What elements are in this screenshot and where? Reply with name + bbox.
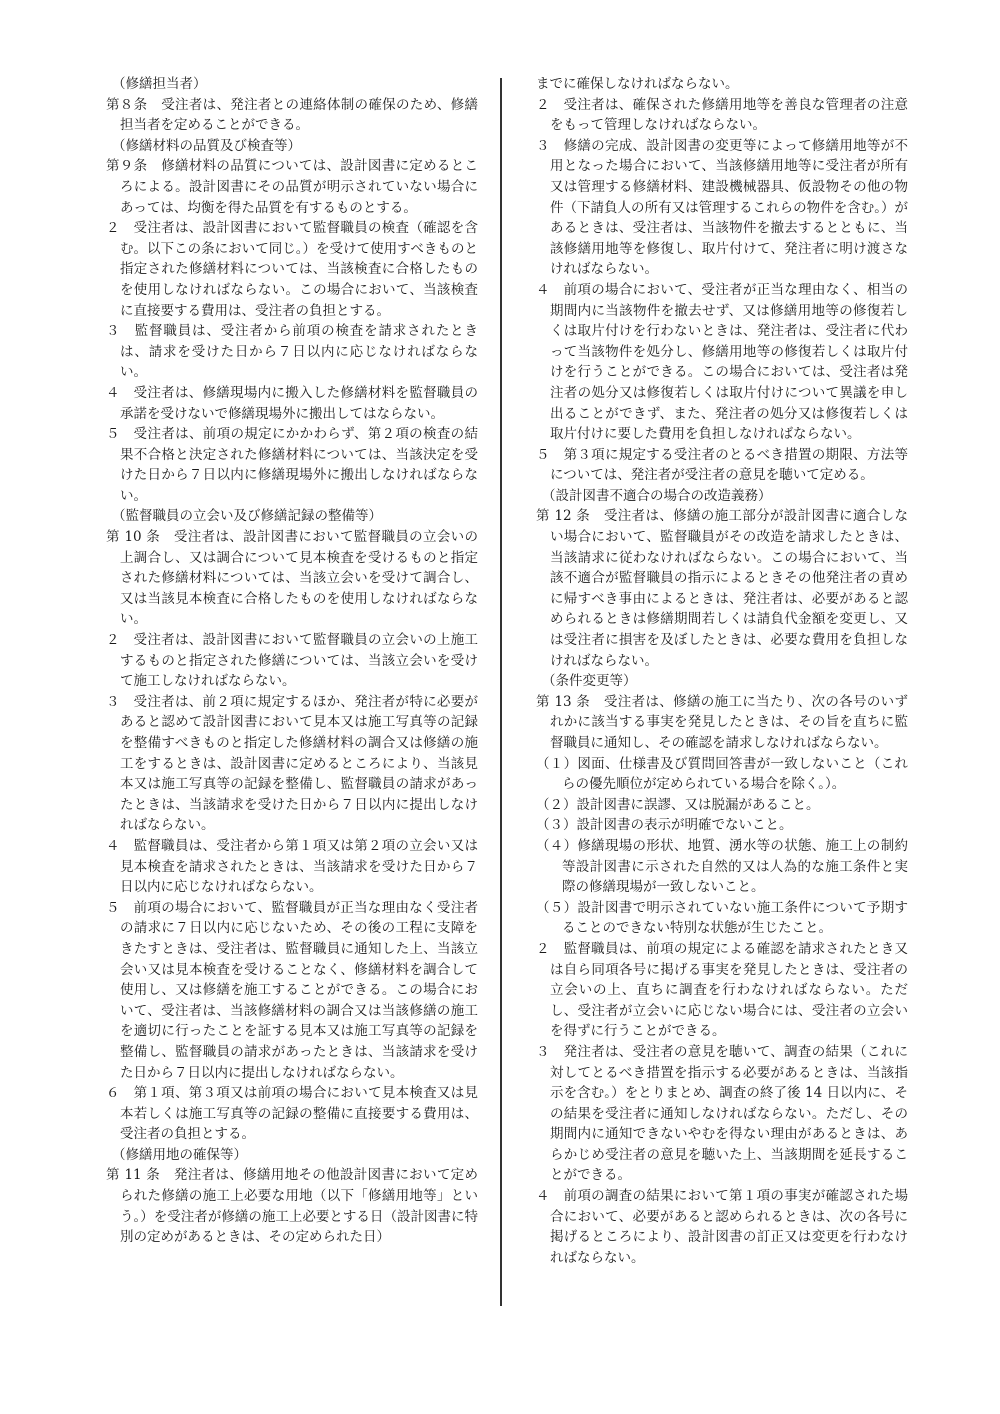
section-heading: （条件変更等） <box>542 673 637 690</box>
clause-paragraph: ２ 受注者は、確保された修繕用地等を善良な管理者の注意をもって管理しなければならない。 <box>536 96 908 134</box>
sub-item-paragraph: （２）設計図書に誤謬、又は脱漏があること。 <box>536 796 820 813</box>
clause-paragraph: ４ 前項の場合において、受注者が正当な理由なく、相当の期間内に当該物件を撤去せず、又は修繕用地等の修復若しくは取片付けを行わないときは、発注者は、受注者に代わって当該物件を処分し、修繕用地等の修復若しくは取片付けを行うことができる。この場合においては、受注者は発注者の処分又は修復若しくは取片付けについて異議を申し出ることができず、また、発注者の処分又は修復若しくは取片付けに要した費用を負担しなければならない。 <box>536 281 908 443</box>
clause-paragraph: ６ 第１項、第３項又は前項の場合において見本検査又は見本若しくは施工写真等の記録の整備に直接要する費用は、受注者の負担とする。 <box>106 1085 478 1143</box>
clause-paragraph: ５ 第３項に規定する受注者のとるべき措置の期限、方法等については、発注者が受注者の意見を聴いて定める。 <box>536 446 908 484</box>
article-paragraph: 第９条 修繕材料の品質については、設計図書に定めるところによる。設計図書にその品質が明示されていない場合にあっては、均衡を得た品質を有するものとする。 <box>106 158 478 216</box>
section-heading: （修繕材料の品質及び検査等） <box>112 137 301 154</box>
clause-paragraph: ５ 前項の場合において、監督職員が正当な理由なく受注者の請求に７日以内に応じないため、その後の工程に支障をきたすときは、受注者は、監督職員に通知した上、当該立会い又は見本検査を受けることなく、修繕材料を調合して使用し、又は修繕を施工することができる。この場合において、受注者は、当該修繕材料の調合又は当該修繕の施工を適切に行ったことを証する見本又は施工写真等の記録を整備し、監督職員の請求があったときは、当該請求を受けた日から７日以内に提出しなければならない。 <box>106 899 478 1081</box>
clause-paragraph: ２ 受注者は、設計図書において監督職員の立会いの上施工するものと指定された修繕については、当該立会いを受けて施工しなければならない。 <box>106 632 478 690</box>
clause-paragraph: ２ 受注者は、設計図書において監督職員の検査（確認を含む。以下この条において同じ。）を受けて使用すべきものと指定された修繕材料については、当該検査に合格したものを使用しなければならない。この場合において、当該検査に直接要する費用は、受注者の負担とする。 <box>106 220 478 319</box>
clause-paragraph: ４ 監督職員は、受注者から第１項又は第２項の立会い又は見本検査を請求されたときは、当該請求を受けた日から７日以内に応じなければならない。 <box>106 837 478 896</box>
article-paragraph: 第 10 条 受注者は、設計図書において監督職員の立会いの上調合し、又は調合について見本検査を受けるものと指定された修繕材料については、当該立会いを受けて調合し、又は当該見本検査に合格したものを使用しなければならない。 <box>106 529 478 628</box>
continued-paragraph: までに確保しなければならない。 <box>536 76 739 92</box>
column-divider <box>500 78 502 1306</box>
article-paragraph: 第８条 受注者は、発注者との連絡体制の確保のため、修繕担当者を定めることができる。 <box>106 96 478 134</box>
clause-paragraph: ４ 前項の調査の結果において第１項の事実が確認された場合において、必要があると認められるときは、次の各号に掲げるところにより、設計図書の訂正又は変更を行わなければならない。 <box>536 1188 908 1266</box>
sub-item-paragraph: （５）設計図書で明示されていない施工条件について予期することのできない特別な状態が生じたこと。 <box>536 899 908 937</box>
clause-paragraph: ３ 発注者は、受注者の意見を聴いて、調査の結果（これに対してとるべき措置を指示する必要があるときは、当該指示を含む。）をとりまとめ、調査の終了後 14 日以内に、その結果を受注者に通知しなければならない。ただし、その期間内に通知できないやむを得ない理由があるときは、あらかじめ受注者の意見を聴いた上、当該期間を延長することができる。 <box>536 1043 908 1184</box>
clause-paragraph: ３ 受注者は、前２項に規定するほか、発注者が特に必要があると認めて設計図書において見本又は施工写真等の記録を整備すべきものと指定した修繕材料の調合又は修繕の施工をするときは、設計図書に定めるところにより、当該見本又は施工写真等の記録を整備し、監督職員の請求があったときは、当該請求を受けた日から７日以内に提出しなければならない。 <box>106 693 478 834</box>
sub-item-paragraph: （１）図面、仕様書及び質問回答書が一致しないこと（これらの優先順位が定められている場合を除く。）。 <box>536 755 908 793</box>
left-column <box>106 74 478 1248</box>
right-column <box>536 74 908 1268</box>
article-paragraph: 第 12 条 受注者は、修繕の施工部分が設計図書に適合しない場合において、監督職員がその改造を請求したときは、当該請求に従わなければならない。この場合において、当該不適合が監督職員の指示によるときその他発注者の責めに帰すべき事由によるときは、発注者は、必要があると認められるときは修繕期間若しくは請負代金額を変更し、又は受注者に損害を及ぼしたときは、必要な費用を負担しなければならない。 <box>536 508 908 669</box>
sub-item-paragraph: （３）設計図書の表示が明確でないこと。 <box>536 817 793 834</box>
article-paragraph: 第 11 条 発注者は、修繕用地その他設計図書において定められた修繕の施工上必要な用地（以下「修繕用地等」という。）を受注者が修繕の施工上必要とする日（設計図書に特別の定めがあるときは、その定められた日） <box>106 1167 478 1246</box>
clause-paragraph: ２ 監督職員は、前項の規定による確認を請求されたとき又は自ら同項各号に掲げる事実を発見したときは、受注者の立会いの上、直ちに調査を行わなければならない。ただし、受注者が立会いに応じない場合には、受注者の立会いを得ずに行うことができる。 <box>536 940 908 1040</box>
clause-paragraph: ５ 受注者は、前項の規定にかかわらず、第２項の検査の結果不合格と決定された修繕材料については、当該決定を受けた日から７日以内に修繕現場外に搬出しなければならない。 <box>106 426 478 504</box>
clause-paragraph: ４ 受注者は、修繕現場内に搬入した修繕材料を監督職員の承諾を受けないで修繕現場外に搬出してはならない。 <box>106 384 478 422</box>
section-heading: （修繕担当者） <box>112 76 207 92</box>
section-heading: （監督職員の立会い及び修繕記録の整備等） <box>112 508 382 525</box>
article-paragraph: 第 13 条 受注者は、修繕の施工に当たり、次の各号のいずれかに該当する事実を発見したときは、その旨を直ちに監督職員に通知し、その確認を請求しなければならない。 <box>536 693 908 751</box>
section-heading: （設計図書不適合の場合の改造義務） <box>542 487 772 504</box>
sub-item-paragraph: （４）修繕現場の形状、地質、湧水等の状態、施工上の制約等設計図書に示された自然的又は人為的な施工条件と実際の修繕現場が一致しないこと。 <box>536 837 908 896</box>
clause-paragraph: ３ 修繕の完成、設計図書の変更等によって修繕用地等が不用となった場合において、当該修繕用地等に受注者が所有又は管理する修繕材料、建設機械器具、仮設物その他の物件（下請負人の所有又は管理するこれらの物件を含む。）があるときは、受注者は、当該物件を撤去するとともに、当該修繕用地等を修復し、取片付けて、発注者に明け渡さなければならない。 <box>536 137 908 278</box>
section-heading: （修繕用地の確保等） <box>112 1146 247 1163</box>
clause-paragraph: ３ 監督職員は、受注者から前項の検査を請求されたときは、請求を受けた日から７日以内に応じなければならない。 <box>106 323 478 381</box>
